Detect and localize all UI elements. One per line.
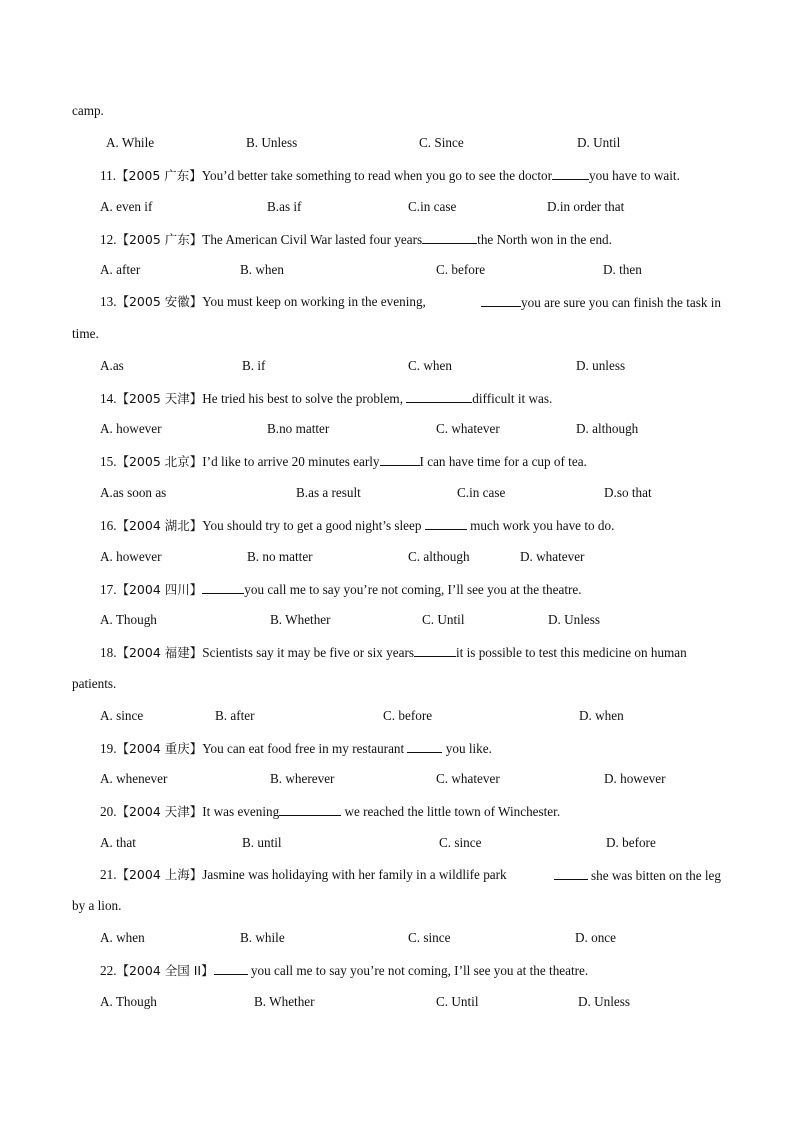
q20-option-a: A. that <box>100 835 136 850</box>
source-tag: 【2005 广东】 <box>116 232 203 247</box>
question-text: you call me to say you’re not coming, I’ll see you at the theatre. <box>250 963 589 978</box>
question-15 <box>100 453 587 470</box>
answer-blank <box>214 962 248 975</box>
question-number: 19. <box>100 741 117 756</box>
question-number: 11. <box>100 168 116 183</box>
q16-option-b: B. no matter <box>247 549 313 564</box>
answer-blank <box>422 231 477 244</box>
q21-option-c: C. since <box>408 930 451 945</box>
question-text: you call me to say you’re not coming, I’ll see you at the theatre. <box>244 582 582 597</box>
question-13 <box>100 294 721 311</box>
question-16 <box>100 517 614 534</box>
source-tag: 【2005 广东】 <box>116 168 202 183</box>
question-number: 21. <box>100 867 117 882</box>
answer-blank <box>202 581 244 594</box>
q19-option-b: B. wherever <box>270 771 335 786</box>
q16-option-a: A. however <box>100 549 162 564</box>
question-text: You’d better take something to read when you go to see the doctor <box>201 168 553 183</box>
answer-blank <box>425 517 467 530</box>
question-text: It was evening <box>202 804 280 819</box>
question-number: 20. <box>100 804 117 819</box>
q15-option-c: C.in case <box>457 485 506 500</box>
question-text: you like. <box>445 741 492 756</box>
q13-option-c: C. when <box>408 358 452 373</box>
q22-option-b: B. Whether <box>254 994 315 1009</box>
question-number: 18. <box>100 645 117 660</box>
q17-option-d: D. Unless <box>548 612 601 627</box>
q14-option-b: B.no matter <box>267 421 330 436</box>
question-text: Jasmine was holidaying with her family in a wildlife park <box>202 867 507 882</box>
source-tag: 【2005 天津】 <box>116 391 203 406</box>
q19-option-a: A. whenever <box>100 771 168 786</box>
question-text: I’d like to arrive 20 minutes early <box>202 454 380 469</box>
question-text: You should try to get a good night’s sleep <box>202 518 422 533</box>
q19-option-c: C. whatever <box>436 771 500 786</box>
question-18-continuation: patients. <box>72 676 117 691</box>
question-19 <box>100 740 492 757</box>
source-tag: 【2004 全国 II】 <box>116 963 214 978</box>
source-tag: 【2004 上海】 <box>116 867 203 882</box>
question-number: 16. <box>100 518 117 533</box>
q12-option-a: A. after <box>100 262 141 277</box>
question-text: it is possible to test this medicine on human <box>455 645 687 660</box>
q17-option-b: B. Whether <box>270 612 331 627</box>
q22-option-d: D. Unless <box>578 994 631 1009</box>
source-tag: 【2004 天津】 <box>116 804 203 819</box>
question-20 <box>100 803 560 820</box>
q22-option-a: A. Though <box>100 994 157 1009</box>
q14-option-a: A. however <box>100 421 162 436</box>
question-text: The American Civil War lasted four years <box>202 232 423 247</box>
source-tag: 【2004 湖北】 <box>116 518 203 533</box>
answer-blank <box>407 740 442 753</box>
q13-option-b: B. if <box>242 358 266 373</box>
q10-option-a: A. While <box>106 135 155 150</box>
q13-option-a: A.as <box>100 358 124 373</box>
q16-option-c: C. although <box>408 549 470 564</box>
answer-blank <box>406 390 472 403</box>
q11-option-b: B.as if <box>267 199 302 214</box>
source-tag: 【2005 北京】 <box>116 454 203 469</box>
question-14 <box>100 390 552 407</box>
source-tag: 【2004 四川】 <box>116 582 203 597</box>
question-text: Scientists say it may be five or six years <box>202 645 414 660</box>
q21-option-a: A. when <box>100 930 145 945</box>
question-22 <box>100 962 588 979</box>
q11-option-c: C.in case <box>408 199 457 214</box>
q14-option-d: D. although <box>576 421 639 436</box>
question-number: 15. <box>100 454 117 469</box>
q10-option-c: C. Since <box>419 135 464 150</box>
question-text: difficult it was. <box>472 391 553 406</box>
question-text: you are sure you can finish the task in <box>521 295 721 310</box>
question-11 <box>100 167 680 184</box>
q15-option-b: B.as a result <box>296 485 361 500</box>
q20-option-d: D. before <box>606 835 656 850</box>
q18-option-a: A. since <box>100 708 144 723</box>
question-number: 17. <box>100 582 117 597</box>
q18-option-b: B. after <box>215 708 255 723</box>
answer-blank <box>552 167 589 180</box>
question-text: You must keep on working in the evening, <box>202 294 426 309</box>
q15-option-a: A.as soon as <box>100 485 167 500</box>
question-18 <box>100 644 687 661</box>
q12-option-b: B. when <box>240 262 284 277</box>
question-text: I can have time for a cup of tea. <box>419 454 587 469</box>
q21-option-b: B. while <box>240 930 285 945</box>
question-10-continuation: camp. <box>72 103 104 118</box>
question-text: the North won in the end. <box>477 232 612 247</box>
question-text: You can eat food free in my restaurant <box>202 741 405 756</box>
q11-option-d: D.in order that <box>547 199 625 214</box>
source-tag: 【2004 重庆】 <box>116 741 203 756</box>
source-tag: 【2005 安徽】 <box>116 294 203 309</box>
q22-option-c: C. Until <box>436 994 479 1009</box>
q16-option-d: D. whatever <box>520 549 585 564</box>
q12-option-c: C. before <box>436 262 486 277</box>
answer-blank <box>554 867 588 880</box>
question-text: she was bitten on the leg <box>590 868 721 883</box>
q21-option-d: D. once <box>575 930 617 945</box>
q20-option-b: B. until <box>242 835 282 850</box>
q15-option-d: D.so that <box>604 485 652 500</box>
question-17 <box>100 581 582 598</box>
answer-blank <box>481 294 521 307</box>
q17-option-a: A. Though <box>100 612 157 627</box>
question-text: much work you have to do. <box>470 518 615 533</box>
q18-option-c: C. before <box>383 708 433 723</box>
question-number: 13. <box>100 294 117 309</box>
answer-blank <box>380 453 420 466</box>
question-21-continuation: by a lion. <box>72 898 122 913</box>
answer-blank <box>279 803 341 816</box>
question-12 <box>100 231 612 248</box>
question-number: 12. <box>100 232 117 247</box>
answer-blank <box>414 644 456 657</box>
question-text: we reached the little town of Winchester. <box>344 804 561 819</box>
question-21 <box>100 867 721 884</box>
question-13-continuation: time. <box>72 326 99 341</box>
q19-option-d: D. however <box>604 771 666 786</box>
source-tag: 【2004 福建】 <box>116 645 203 660</box>
question-number: 22. <box>100 963 117 978</box>
q12-option-d: D. then <box>603 262 642 277</box>
q10-option-d: D. Until <box>577 135 621 150</box>
question-text: He tried his best to solve the problem, <box>202 391 403 406</box>
question-text: you have to wait. <box>589 168 680 183</box>
q18-option-d: D. when <box>579 708 624 723</box>
q13-option-d: D. unless <box>576 358 626 373</box>
q10-option-b: B. Unless <box>246 135 298 150</box>
question-number: 14. <box>100 391 117 406</box>
q14-option-c: C. whatever <box>436 421 500 436</box>
q17-option-c: C. Until <box>422 612 465 627</box>
q11-option-a: A. even if <box>100 199 153 214</box>
q20-option-c: C. since <box>439 835 482 850</box>
